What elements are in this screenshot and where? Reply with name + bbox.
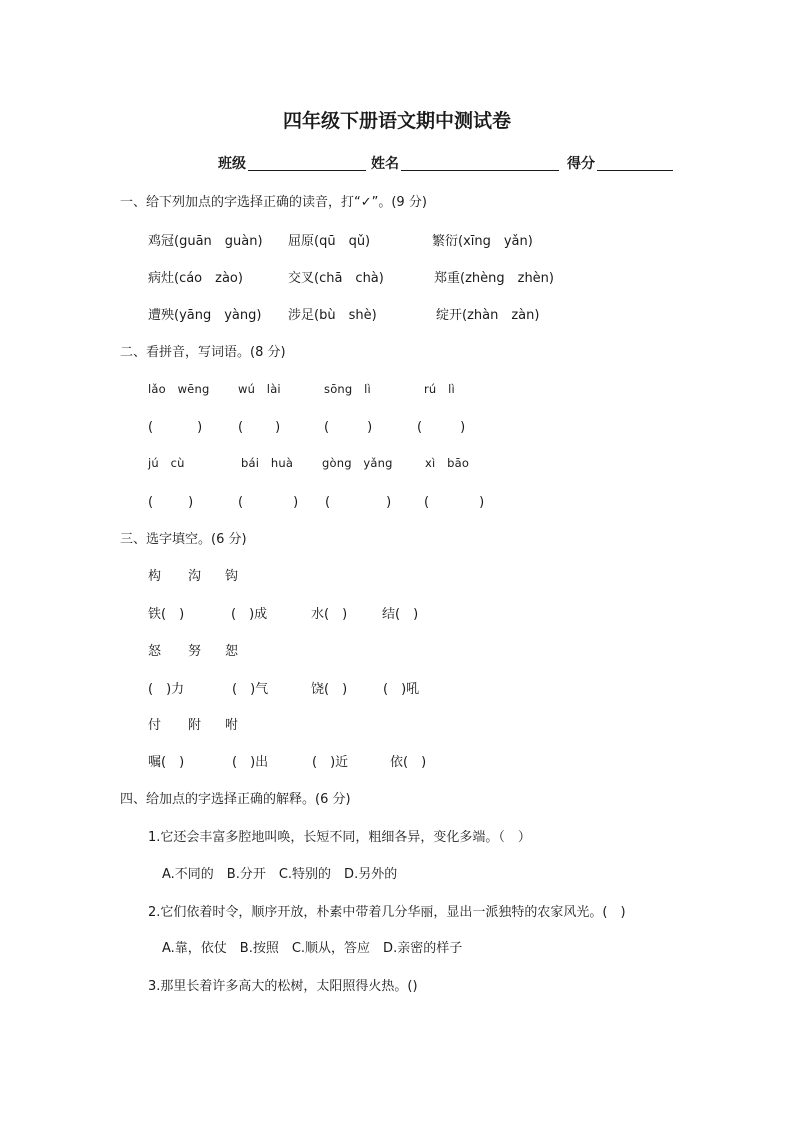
fill-item[interactable]: ( )成 [231,607,268,622]
choice-char: 努 [188,644,202,659]
pinyin-prompt: wú lài [238,382,281,396]
answer-bracket[interactable]: ( ) [238,495,307,510]
fill-item[interactable]: 水( ) [311,607,348,622]
question-3: 3.那里长着许多高大的松树，太阳照得火热。() [148,979,418,994]
answer-bracket[interactable]: ( ) [238,420,283,435]
pronunciation-item: 涉足(bù shè) [288,308,377,323]
class-field[interactable] [218,153,366,173]
choice-char: 沟 [188,569,202,584]
score-label: 得分 [567,156,595,172]
section-3-heading: 三、选字填空。(6 分) [120,532,247,547]
pinyin-prompt: sōng lì [324,382,371,396]
choice-char: 恕 [225,644,239,659]
choice-char: 构 [148,569,162,584]
class-blank[interactable] [248,156,366,171]
choice-char: 咐 [225,718,239,733]
score-field[interactable] [567,153,673,173]
pinyin-prompt: xì bāo [425,456,470,470]
fill-item[interactable]: 依( ) [390,755,427,770]
fill-item[interactable]: 饶( ) [311,682,348,697]
pinyin-prompt: jú cù [148,456,185,470]
pronunciation-item: 繁衍(xīng yǎn) [432,234,533,249]
choice-char: 怒 [148,644,162,659]
answer-bracket[interactable]: ( ) [148,420,209,435]
name-field[interactable] [371,153,559,173]
fill-item[interactable]: ( )出 [232,755,269,770]
pronunciation-item: 屈原(qū qǔ) [288,234,371,249]
page-title: 四年级下册语文期中测试卷 [282,110,511,132]
fill-item[interactable]: ( )吼 [383,682,420,697]
fill-item[interactable]: 嘱( ) [148,755,185,770]
question-2: 2.它们依着时令，顺序开放，朴素中带着几分华丽，显出一派独特的农家风光。( ) [148,905,626,920]
answer-bracket[interactable]: ( ) [417,420,470,435]
pronunciation-item: 鸡冠(guān guàn) [148,234,263,249]
score-blank[interactable] [597,156,673,171]
section-2-heading: 二、看拼音，写词语。(8 分) [120,345,286,360]
pinyin-prompt: gòng yǎng [322,456,393,470]
pronunciation-item: 绽开(zhàn zàn) [436,308,540,323]
fill-item[interactable]: ( )气 [232,682,269,697]
question-2-options: A.靠，依仗 B.按照 C.顺从，答应 D.亲密的样子 [162,941,463,956]
section-1-heading: 一、给下列加点的字选择正确的读音，打“✓”。(9 分) [120,195,427,210]
pinyin-prompt: bái huà [241,456,294,470]
question-1: 1.它还会丰富多腔地叫唤，长短不同，粗细各异，变化多端。（ ） [148,830,531,845]
answer-bracket[interactable]: ( ) [424,495,493,510]
section-4-heading: 四、给加点的字选择正确的解释。(6 分) [120,792,351,807]
pronunciation-item: 病灶(cáo zào) [148,271,243,286]
fill-item[interactable]: 铁( ) [148,607,185,622]
question-1-options: A.不同的 B.分开 C.特别的 D.另外的 [162,867,398,882]
pinyin-prompt: lǎo wēng [148,382,210,396]
pronunciation-item: 遭殃(yāng yàng) [148,308,262,323]
answer-bracket[interactable]: ( ) [148,495,197,510]
choice-char: 附 [188,718,202,733]
answer-bracket[interactable]: ( ) [325,495,402,510]
pronunciation-item: 郑重(zhèng zhèn) [434,271,554,286]
fill-item[interactable]: ( )力 [148,682,185,697]
fill-item[interactable]: ( )近 [312,755,349,770]
name-blank[interactable] [401,156,559,171]
name-label: 姓名 [371,156,399,172]
fill-item[interactable]: 结( ) [382,607,419,622]
choice-char: 钩 [225,569,239,584]
pronunciation-item: 交叉(chā chà) [288,271,384,286]
pinyin-prompt: rú lì [424,382,455,396]
answer-bracket[interactable]: ( ) [324,420,377,435]
class-label: 班级 [218,156,246,172]
choice-char: 付 [148,718,162,733]
